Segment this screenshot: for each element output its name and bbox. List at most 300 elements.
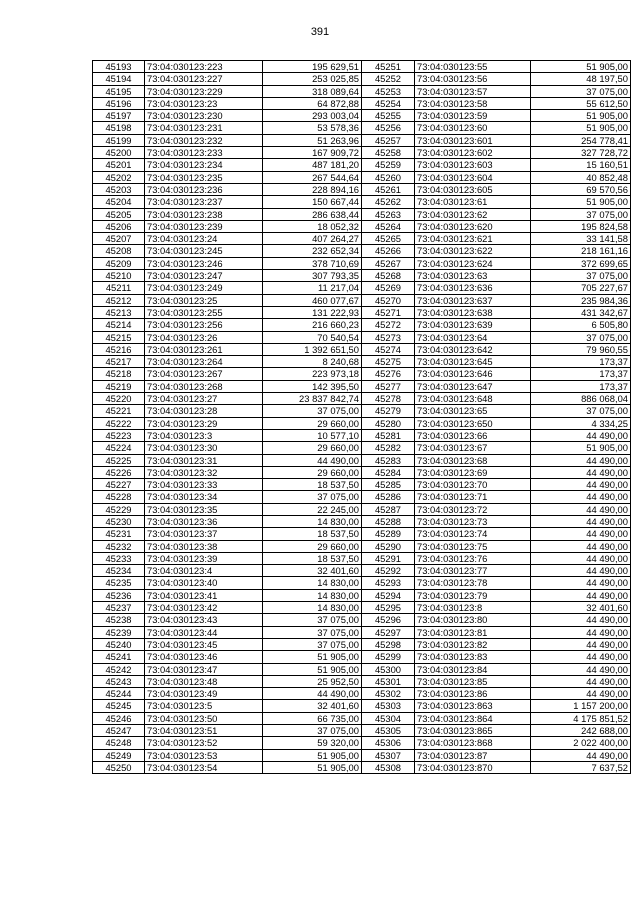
cadastral-value: 37 075,00: [263, 626, 362, 638]
row-number: 45215: [93, 331, 145, 343]
row-number: 45276: [362, 368, 415, 380]
cadastral-number: 73:04:030123:234: [145, 159, 263, 171]
cadastral-value: 44 490,00: [531, 466, 631, 478]
table-row: [93, 626, 362, 638]
cadastral-value: 29 660,00: [263, 540, 362, 552]
cadastral-number: 73:04:030123:245: [145, 245, 263, 257]
cadastral-number: 73:04:030123:223: [145, 61, 263, 73]
cadastral-value: 37 075,00: [263, 638, 362, 650]
table-row: [93, 417, 362, 429]
table-row: [362, 602, 631, 614]
cadastral-value: 44 490,00: [531, 515, 631, 527]
row-number: 45250: [93, 761, 145, 773]
cadastral-value: 18 537,50: [263, 552, 362, 564]
cadastral-number: 73:04:030123:5: [145, 700, 263, 712]
table-row: [93, 749, 362, 761]
row-number: 45278: [362, 393, 415, 405]
row-number: 45287: [362, 503, 415, 515]
table-row: [362, 688, 631, 700]
cadastral-value: 51 905,00: [531, 196, 631, 208]
row-number: 45283: [362, 454, 415, 466]
cadastral-value: 51 905,00: [263, 749, 362, 761]
cadastral-number: 73:04:030123:53: [145, 749, 263, 761]
cadastral-number: 73:04:030123:870: [415, 761, 531, 773]
cadastral-table-right: [361, 60, 631, 774]
row-number: 45222: [93, 417, 145, 429]
cadastral-number: 73:04:030123:261: [145, 343, 263, 355]
row-number: 45263: [362, 208, 415, 220]
table-row: [362, 356, 631, 368]
cadastral-number: 73:04:030123:3: [145, 429, 263, 441]
cadastral-value: 44 490,00: [531, 454, 631, 466]
cadastral-value: 14 830,00: [263, 602, 362, 614]
row-number: 45240: [93, 638, 145, 650]
cadastral-value: 7 637,52: [531, 761, 631, 773]
cadastral-value: 51 905,00: [263, 761, 362, 773]
row-number: 45304: [362, 712, 415, 724]
cadastral-number: 73:04:030123:646: [415, 368, 531, 380]
row-number: 45206: [93, 220, 145, 232]
row-number: 45203: [93, 183, 145, 195]
row-number: 45245: [93, 700, 145, 712]
cadastral-value: 173,37: [531, 380, 631, 392]
cadastral-number: 73:04:030123:601: [415, 134, 531, 146]
row-number: 45275: [362, 356, 415, 368]
row-number: 45229: [93, 503, 145, 515]
cadastral-number: 73:04:030123:43: [145, 614, 263, 626]
table-row: [362, 577, 631, 589]
cadastral-value: 51 905,00: [531, 110, 631, 122]
cadastral-value: 44 490,00: [531, 614, 631, 626]
row-number: 45273: [362, 331, 415, 343]
table-row: [93, 220, 362, 232]
cadastral-value: 37 075,00: [531, 331, 631, 343]
table-row: [362, 171, 631, 183]
table-row: [93, 196, 362, 208]
cadastral-number: 73:04:030123:604: [415, 171, 531, 183]
cadastral-number: 73:04:030123:55: [415, 61, 531, 73]
table-row: [362, 466, 631, 478]
row-number: 45234: [93, 565, 145, 577]
cadastral-number: 73:04:030123:237: [145, 196, 263, 208]
cadastral-value: 460 077,67: [263, 294, 362, 306]
table-row: [93, 282, 362, 294]
cadastral-value: 705 227,67: [531, 282, 631, 294]
table-row: [362, 725, 631, 737]
row-number: 45232: [93, 540, 145, 552]
row-number: 45223: [93, 429, 145, 441]
row-number: 45256: [362, 122, 415, 134]
cadastral-number: 73:04:030123:268: [145, 380, 263, 392]
table-row: [362, 380, 631, 392]
cadastral-value: 1 157 200,00: [531, 700, 631, 712]
row-number: 45264: [362, 220, 415, 232]
table-row: [93, 651, 362, 663]
cadastral-value: 267 544,64: [263, 171, 362, 183]
cadastral-value: 51 905,00: [531, 61, 631, 73]
row-number: 45225: [93, 454, 145, 466]
row-number: 45257: [362, 134, 415, 146]
table-row: [362, 515, 631, 527]
row-number: 45216: [93, 343, 145, 355]
table-row: [93, 85, 362, 97]
row-number: 45197: [93, 110, 145, 122]
cadastral-value: 37 075,00: [531, 405, 631, 417]
table-row: [93, 331, 362, 343]
cadastral-value: 18 537,50: [263, 479, 362, 491]
cadastral-number: 73:04:030123:31: [145, 454, 263, 466]
cadastral-number: 73:04:030123:29: [145, 417, 263, 429]
table-row: [93, 343, 362, 355]
row-number: 45279: [362, 405, 415, 417]
cadastral-value: 487 181,20: [263, 159, 362, 171]
row-number: 45237: [93, 602, 145, 614]
cadastral-value: 131 222,93: [263, 306, 362, 318]
cadastral-number: 73:04:030123:62: [415, 208, 531, 220]
cadastral-value: 232 652,34: [263, 245, 362, 257]
table-row: [93, 319, 362, 331]
cadastral-value: 216 660,23: [263, 319, 362, 331]
table-row: [362, 651, 631, 663]
cadastral-number: 73:04:030123:8: [415, 602, 531, 614]
cadastral-value: 53 578,36: [263, 122, 362, 134]
cadastral-number: 73:04:030123:264: [145, 356, 263, 368]
cadastral-value: 22 245,00: [263, 503, 362, 515]
table-row: [93, 688, 362, 700]
table-row: [93, 61, 362, 73]
row-number: 45291: [362, 552, 415, 564]
row-number: 45261: [362, 183, 415, 195]
table-row: [93, 565, 362, 577]
table-row: [362, 528, 631, 540]
table-row: [93, 675, 362, 687]
table-row: [362, 110, 631, 122]
cadastral-number: 73:04:030123:621: [415, 233, 531, 245]
cadastral-number: 73:04:030123:637: [415, 294, 531, 306]
cadastral-value: 4 334,25: [531, 417, 631, 429]
row-number: 45214: [93, 319, 145, 331]
row-number: 45297: [362, 626, 415, 638]
row-number: 45266: [362, 245, 415, 257]
row-number: 45285: [362, 479, 415, 491]
row-number: 45200: [93, 147, 145, 159]
cadastral-value: 11 217,04: [263, 282, 362, 294]
table-row: [362, 614, 631, 626]
cadastral-number: 73:04:030123:232: [145, 134, 263, 146]
cadastral-value: 44 490,00: [263, 454, 362, 466]
cadastral-value: 25 952,50: [263, 675, 362, 687]
cadastral-value: 235 984,36: [531, 294, 631, 306]
cadastral-number: 73:04:030123:51: [145, 725, 263, 737]
page-number: 391: [310, 26, 330, 38]
table-row: [93, 638, 362, 650]
table-row: [362, 220, 631, 232]
table-row: [362, 491, 631, 503]
cadastral-value: 69 570,56: [531, 183, 631, 195]
cadastral-number: 73:04:030123:233: [145, 147, 263, 159]
cadastral-number: 73:04:030123:83: [415, 651, 531, 663]
table-row: [93, 540, 362, 552]
row-number: 45288: [362, 515, 415, 527]
cadastral-value: 44 490,00: [531, 688, 631, 700]
row-number: 45210: [93, 270, 145, 282]
table-row: [93, 737, 362, 749]
table-row: [362, 122, 631, 134]
row-number: 45204: [93, 196, 145, 208]
cadastral-value: 44 490,00: [531, 540, 631, 552]
row-number: 45286: [362, 491, 415, 503]
table-row: [93, 614, 362, 626]
cadastral-value: 142 395,50: [263, 380, 362, 392]
cadastral-value: 44 490,00: [531, 675, 631, 687]
table-row: [362, 368, 631, 380]
cadastral-value: 37 075,00: [531, 208, 631, 220]
table-row: [93, 663, 362, 675]
row-number: 45198: [93, 122, 145, 134]
cadastral-number: 73:04:030123:74: [415, 528, 531, 540]
table-row: [93, 380, 362, 392]
row-number: 45209: [93, 257, 145, 269]
row-number: 45208: [93, 245, 145, 257]
table-row: [362, 233, 631, 245]
row-number: 45254: [362, 97, 415, 109]
cadastral-value: 48 197,50: [531, 73, 631, 85]
row-number: 45205: [93, 208, 145, 220]
table-row: [93, 233, 362, 245]
row-number: 45218: [93, 368, 145, 380]
row-number: 45219: [93, 380, 145, 392]
cadastral-value: 44 490,00: [531, 503, 631, 515]
cadastral-number: 73:04:030123:650: [415, 417, 531, 429]
row-number: 45220: [93, 393, 145, 405]
row-number: 45293: [362, 577, 415, 589]
cadastral-value: 44 490,00: [531, 565, 631, 577]
cadastral-number: 73:04:030123:647: [415, 380, 531, 392]
row-number: 45282: [362, 442, 415, 454]
table-row: [93, 761, 362, 773]
row-number: 45260: [362, 171, 415, 183]
cadastral-number: 73:04:030123:85: [415, 675, 531, 687]
table-row: [93, 479, 362, 491]
table-row: [362, 196, 631, 208]
cadastral-number: 73:04:030123:624: [415, 257, 531, 269]
cadastral-value: 378 710,69: [263, 257, 362, 269]
cadastral-number: 73:04:030123:54: [145, 761, 263, 773]
cadastral-value: 64 872,88: [263, 97, 362, 109]
cadastral-number: 73:04:030123:79: [415, 589, 531, 601]
row-number: 45193: [93, 61, 145, 73]
row-number: 45299: [362, 651, 415, 663]
table-row: [362, 319, 631, 331]
table-row: [93, 110, 362, 122]
cadastral-number: 73:04:030123:71: [415, 491, 531, 503]
cadastral-value: 44 490,00: [531, 577, 631, 589]
cadastral-value: 51 905,00: [263, 663, 362, 675]
cadastral-number: 73:04:030123:50: [145, 712, 263, 724]
table-row: [362, 73, 631, 85]
cadastral-value: 1 392 651,50: [263, 343, 362, 355]
cadastral-number: 73:04:030123:67: [415, 442, 531, 454]
row-number: 45242: [93, 663, 145, 675]
cadastral-number: 73:04:030123:56: [415, 73, 531, 85]
cadastral-value: 44 490,00: [531, 638, 631, 650]
table-row: [93, 429, 362, 441]
cadastral-number: 73:04:030123:41: [145, 589, 263, 601]
row-number: 45211: [93, 282, 145, 294]
cadastral-table-left: [92, 60, 362, 774]
cadastral-value: 407 264,27: [263, 233, 362, 245]
table-row: [362, 675, 631, 687]
row-number: 45213: [93, 306, 145, 318]
cadastral-value: 173,37: [531, 356, 631, 368]
row-number: 45236: [93, 589, 145, 601]
row-number: 45281: [362, 429, 415, 441]
table-row: [362, 393, 631, 405]
cadastral-value: 32 401,60: [263, 700, 362, 712]
row-number: 45289: [362, 528, 415, 540]
cadastral-number: 73:04:030123:863: [415, 700, 531, 712]
cadastral-number: 73:04:030123:84: [415, 663, 531, 675]
cadastral-value: 51 905,00: [263, 651, 362, 663]
cadastral-value: 51 905,00: [531, 122, 631, 134]
table-row: [362, 737, 631, 749]
table-row: [362, 540, 631, 552]
cadastral-value: 167 909,72: [263, 147, 362, 159]
cadastral-number: 73:04:030123:57: [415, 85, 531, 97]
table-row: [93, 552, 362, 564]
row-number: 45262: [362, 196, 415, 208]
row-number: 45303: [362, 700, 415, 712]
cadastral-value: 150 667,44: [263, 196, 362, 208]
row-number: 45241: [93, 651, 145, 663]
table-row: [93, 602, 362, 614]
cadastral-number: 73:04:030123:81: [415, 626, 531, 638]
cadastral-value: 44 490,00: [531, 663, 631, 675]
row-number: 45233: [93, 552, 145, 564]
cadastral-value: 14 830,00: [263, 515, 362, 527]
cadastral-value: 18 052,32: [263, 220, 362, 232]
row-number: 45252: [362, 73, 415, 85]
cadastral-number: 73:04:030123:72: [415, 503, 531, 515]
cadastral-value: 44 490,00: [263, 688, 362, 700]
row-number: 45201: [93, 159, 145, 171]
cadastral-number: 73:04:030123:256: [145, 319, 263, 331]
cadastral-number: 73:04:030123:61: [415, 196, 531, 208]
table-row: [362, 749, 631, 761]
cadastral-value: 37 075,00: [531, 85, 631, 97]
cadastral-number: 73:04:030123:620: [415, 220, 531, 232]
cadastral-value: 228 894,16: [263, 183, 362, 195]
cadastral-number: 73:04:030123:636: [415, 282, 531, 294]
cadastral-value: 51 905,00: [531, 442, 631, 454]
row-number: 45298: [362, 638, 415, 650]
table-row: [93, 183, 362, 195]
row-number: 45270: [362, 294, 415, 306]
cadastral-number: 73:04:030123:87: [415, 749, 531, 761]
cadastral-value: 79 960,55: [531, 343, 631, 355]
row-number: 45301: [362, 675, 415, 687]
table-row: [93, 491, 362, 503]
table-row: [362, 712, 631, 724]
table-row: [362, 552, 631, 564]
row-number: 45194: [93, 73, 145, 85]
cadastral-number: 73:04:030123:30: [145, 442, 263, 454]
cadastral-number: 73:04:030123:865: [415, 725, 531, 737]
row-number: 45280: [362, 417, 415, 429]
cadastral-value: 431 342,67: [531, 306, 631, 318]
cadastral-value: 44 490,00: [531, 528, 631, 540]
table-row: [362, 134, 631, 146]
table-row: [362, 663, 631, 675]
cadastral-number: 73:04:030123:48: [145, 675, 263, 687]
cadastral-number: 73:04:030123:25: [145, 294, 263, 306]
row-number: 45202: [93, 171, 145, 183]
row-number: 45235: [93, 577, 145, 589]
cadastral-number: 73:04:030123:49: [145, 688, 263, 700]
cadastral-value: 18 537,50: [263, 528, 362, 540]
table-row: [93, 134, 362, 146]
cadastral-number: 73:04:030123:648: [415, 393, 531, 405]
cadastral-number: 73:04:030123:27: [145, 393, 263, 405]
row-number: 45212: [93, 294, 145, 306]
table-row: [362, 565, 631, 577]
cadastral-number: 73:04:030123:235: [145, 171, 263, 183]
cadastral-number: 73:04:030123:642: [415, 343, 531, 355]
table-row: [93, 405, 362, 417]
cadastral-value: 23 837 842,74: [263, 393, 362, 405]
table-row: [93, 122, 362, 134]
cadastral-value: 254 778,41: [531, 134, 631, 146]
cadastral-number: 73:04:030123:32: [145, 466, 263, 478]
row-number: 45305: [362, 725, 415, 737]
table-row: [362, 147, 631, 159]
row-number: 45207: [93, 233, 145, 245]
cadastral-value: 44 490,00: [531, 589, 631, 601]
table-row: [93, 466, 362, 478]
row-number: 45308: [362, 761, 415, 773]
cadastral-value: 4 175 851,52: [531, 712, 631, 724]
cadastral-value: 37 075,00: [263, 405, 362, 417]
cadastral-number: 73:04:030123:47: [145, 663, 263, 675]
table-row: [93, 712, 362, 724]
row-number: 45284: [362, 466, 415, 478]
cadastral-value: 59 320,00: [263, 737, 362, 749]
row-number: 45306: [362, 737, 415, 749]
cadastral-value: 327 728,72: [531, 147, 631, 159]
table-row: [93, 700, 362, 712]
cadastral-number: 73:04:030123:59: [415, 110, 531, 122]
cadastral-value: 8 240,68: [263, 356, 362, 368]
cadastral-number: 73:04:030123:28: [145, 405, 263, 417]
cadastral-value: 307 793,35: [263, 270, 362, 282]
cadastral-number: 73:04:030123:65: [415, 405, 531, 417]
cadastral-value: 29 660,00: [263, 417, 362, 429]
row-number: 45294: [362, 589, 415, 601]
cadastral-value: 372 699,65: [531, 257, 631, 269]
table-row: [362, 306, 631, 318]
cadastral-number: 73:04:030123:86: [415, 688, 531, 700]
table-row: [362, 700, 631, 712]
cadastral-value: 293 003,04: [263, 110, 362, 122]
table-row: [362, 479, 631, 491]
cadastral-value: 32 401,60: [263, 565, 362, 577]
cadastral-value: 37 075,00: [263, 725, 362, 737]
cadastral-number: 73:04:030123:239: [145, 220, 263, 232]
cadastral-number: 73:04:030123:63: [415, 270, 531, 282]
cadastral-number: 73:04:030123:33: [145, 479, 263, 491]
cadastral-number: 73:04:030123:645: [415, 356, 531, 368]
table-row: [362, 638, 631, 650]
